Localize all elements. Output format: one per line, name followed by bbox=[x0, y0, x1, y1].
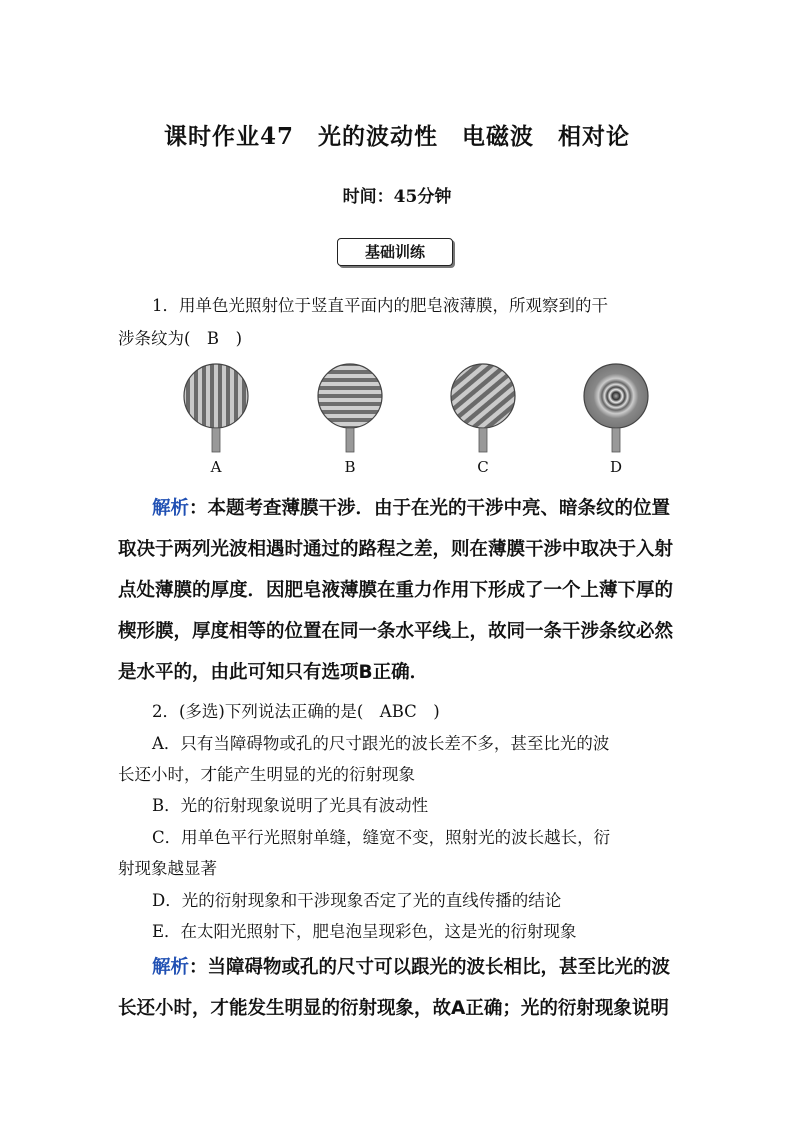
section-header: 基础训练 bbox=[337, 238, 453, 266]
q1-analysis-line5: 是水平的，由此可知只有选项B正确． bbox=[118, 662, 429, 683]
q2-analysis-label: 解析 bbox=[152, 957, 190, 978]
time-limit: 时间：45分钟 bbox=[342, 187, 452, 207]
q2-stem: 2．(多选)下列说法正确的是( ABC ) bbox=[152, 702, 440, 721]
q2-option-c-line1: C．用单色平行光照射单缝，缝宽不变，照射光的波长越长，衍 bbox=[152, 828, 611, 847]
q2-option-d: D．光的衍射现象和干涉现象否定了光的直线传播的结论 bbox=[152, 891, 562, 910]
q2-option-a-line1: A．只有当障碍物或孔的尺寸跟光的波长差不多，甚至比光的波 bbox=[152, 734, 610, 753]
q1-analysis-line3: 点处薄膜的厚度．因肥皂液薄膜在重力作用下形成了一个上薄下厚的 bbox=[118, 580, 674, 601]
figure-label-a: A bbox=[210, 458, 222, 476]
q1-analysis-label: 解析 bbox=[152, 498, 190, 519]
q1-analysis-line1: 解析：本题考查薄膜干涉．由于在光的干涉中亮、暗条纹的位置 bbox=[152, 498, 671, 519]
q2-option-a-line2: 长还小时，才能产生明显的光的衍射现象 bbox=[118, 765, 415, 784]
q1-stem-line1: 1．用单色光照射位于竖直平面内的肥皂液薄膜，所观察到的干 bbox=[152, 296, 608, 315]
figure-d bbox=[584, 364, 648, 452]
q2-option-b: B．光的衍射现象说明了光具有波动性 bbox=[152, 796, 429, 815]
figure-label-c: C bbox=[477, 458, 489, 476]
q2-analysis-line2: 长还小时，才能发生明显的衍射现象，故A正确；光的衍射现象说明 bbox=[118, 998, 669, 1019]
page-title: 课时作业47 光的波动性 电磁波 相对论 bbox=[163, 123, 630, 150]
figure-c bbox=[451, 364, 515, 452]
q1-analysis-line4: 楔形膜，厚度相等的位置在同一条水平线上，故同一条干涉条纹必然 bbox=[118, 621, 674, 642]
figure-a bbox=[184, 364, 248, 452]
q1-analysis-line2: 取决于两列光波相遇时通过的路程之差，则在薄膜干涉中取决于入射 bbox=[118, 539, 674, 560]
figure-b bbox=[318, 364, 382, 452]
q2-option-e: E．在太阳光照射下，肥皂泡呈现彩色，这是光的衍射现象 bbox=[152, 922, 577, 941]
interference-figures bbox=[170, 362, 650, 482]
q1-stem-line2: 涉条纹为( B ) bbox=[118, 329, 242, 348]
q2-analysis-line1: 解析：当障碍物或孔的尺寸可以跟光的波长相比，甚至比光的波 bbox=[152, 957, 671, 978]
q2-option-c-line2: 射现象越显著 bbox=[118, 859, 217, 878]
figure-label-b: B bbox=[344, 458, 356, 476]
figure-label-d: D bbox=[609, 458, 623, 476]
